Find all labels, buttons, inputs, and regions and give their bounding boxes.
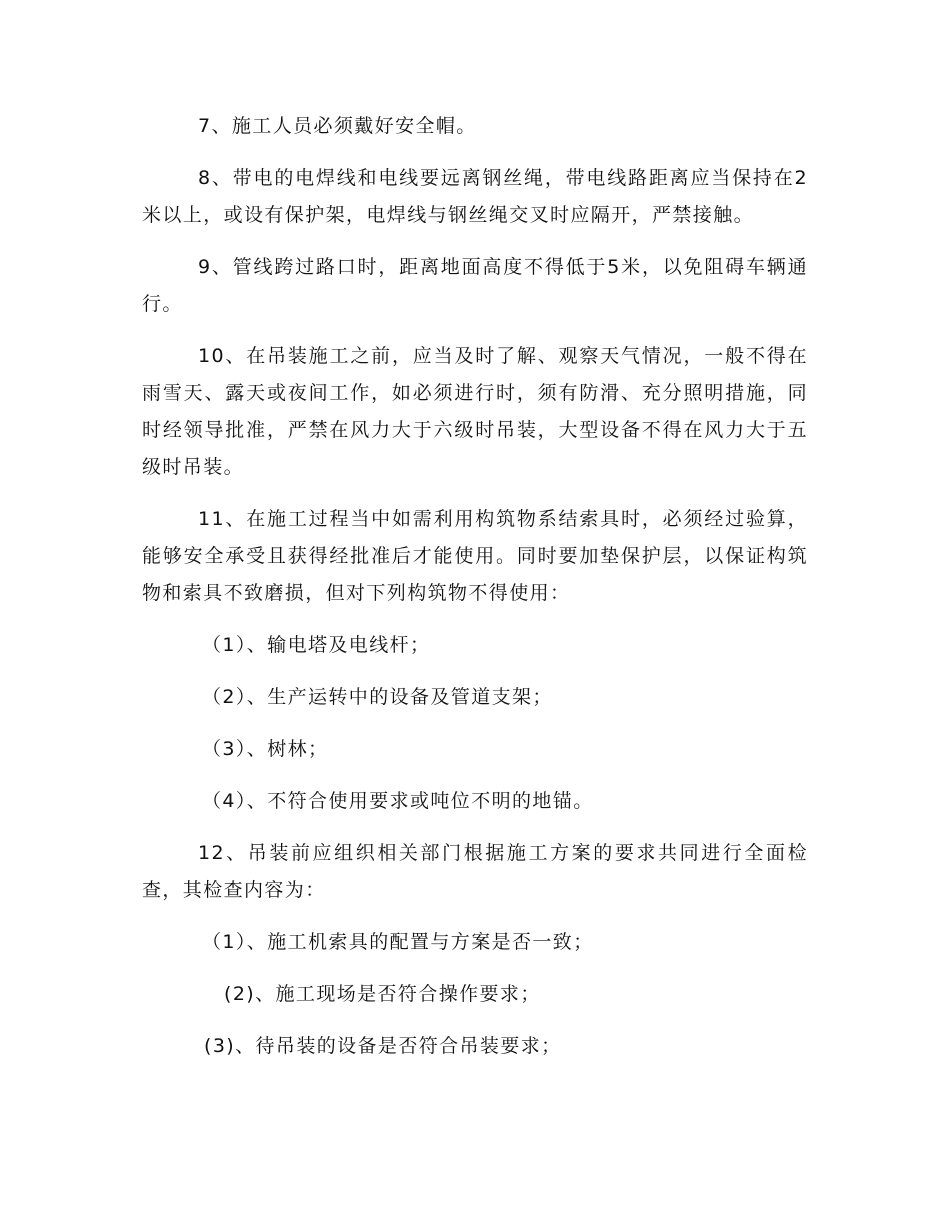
- paragraph-8: 8、带电的电焊线和电线要远离钢丝绳，带电线路距离应当保持在2米以上，或设有保护架，电焊线与钢丝绳交叉时应隔开，严禁接触。: [142, 167, 808, 226]
- paragraph-10: 10、在吊装施工之前，应当及时了解、观察天气情况，一般不得在雨雪天、露天或夜间工作，如必须进行时，须有防滑、充分照明措施，同时经领导批准，严禁在风力大于六级时吊装，大型设备不得在风力大于五级时吊装。: [142, 345, 808, 478]
- paragraph-9: 9、管线跨过路口时，距离地面高度不得低于5米，以免阻碍车辆通行。: [142, 256, 808, 315]
- document-body: [142, 108, 808, 1065]
- list-item: (2)、施工现场是否符合操作要求；: [224, 983, 541, 1005]
- list-item: （2）、生产运转中的设备及管道支架；: [202, 686, 553, 708]
- list-item: （4）、不符合使用要求或吨位不明的地锚。: [202, 790, 594, 812]
- list-item: (3)、待吊装的设备是否符合吊装要求；: [204, 1035, 562, 1057]
- paragraph-11: 11、在施工过程当中如需利用构筑物系结索具时，必须经过验算，能够安全承受且获得经批准后才能使用。同时要加垫保护层，以保证构筑物和索具不致磨损，但对下列构筑物不得使用：: [142, 508, 808, 604]
- paragraph-12: 12、吊装前应组织相关部门根据施工方案的要求共同进行全面检查，其检查内容为：: [142, 842, 808, 901]
- list-item: （3）、树林；: [202, 738, 329, 760]
- list-item: （1）、输电塔及电线杆；: [202, 634, 431, 656]
- list-item: （1）、施工机索具的配置与方案是否一致；: [202, 931, 594, 953]
- paragraph-7: 7、施工人员必须戴好安全帽。: [198, 115, 477, 137]
